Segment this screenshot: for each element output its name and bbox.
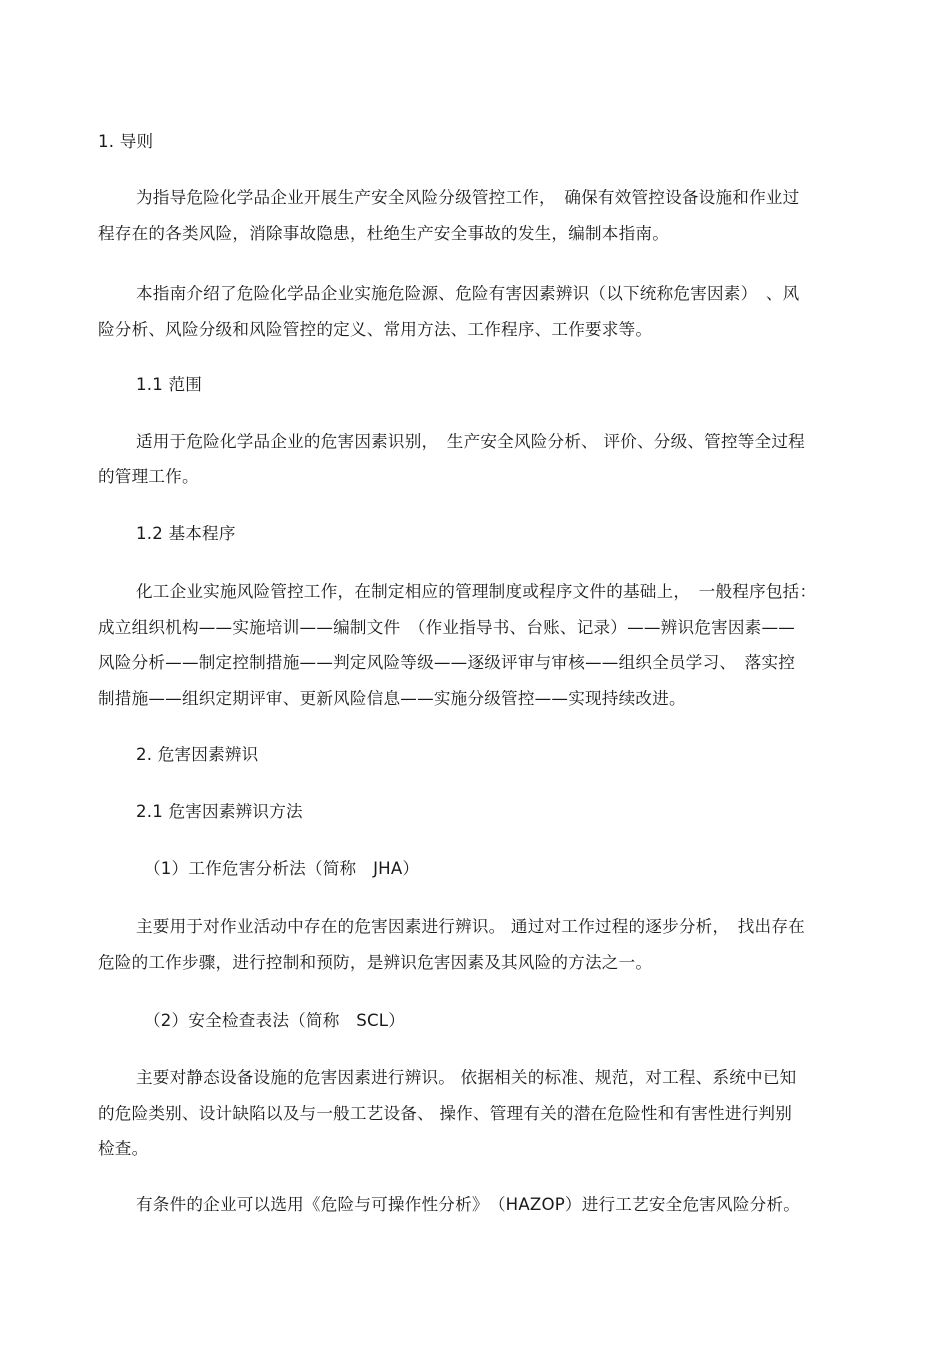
paragraph-5-line-2: 危险的工作步骤，进行控制和预防，是辨识危害因素及其风险的方法之一。: [98, 953, 653, 972]
paragraph-3-line-1: 适用于危险化学品企业的危害因素识别， 生产安全风险分析、 评价、分级、管控等全过程: [136, 432, 805, 451]
paragraph-4-line-4: 制措施——组织定期评审、更新风险信息——实施分级管控——实现持续改进。: [98, 689, 686, 708]
section-heading-2: 2. 危害因素辨识: [136, 745, 259, 764]
paragraph-1-line-2: 程存在的各类风险，消除事故隐患，杜绝生产安全事故的发生，编制本指南。: [98, 224, 669, 243]
section-heading-1-2: 1.2 基本程序: [136, 524, 236, 543]
paragraph-7-line-1: 有条件的企业可以选用《危险与可操作性分析》 （HAZOP）进行工艺安全危害风险分析。: [136, 1195, 801, 1214]
paragraph-5-line-1: 主要用于对作业活动中存在的危害因素进行辨识。 通过对工作过程的逐步分析， 找出存在: [136, 917, 805, 936]
paragraph-6-line-2: 的危险类别、设计缺陷以及与一般工艺设备、 操作、管理有关的潜在危险性和有害性进行判别: [98, 1104, 793, 1123]
paragraph-4-line-3: 风险分析——制定控制措施——判定风险等级——逐级评审与审核——组织全员学习、 落实控: [98, 653, 796, 672]
paragraph-6-line-1: 主要对静态设备设施的危害因素进行辨识。 依据相关的标准、规范，对工程、系统中已知: [136, 1068, 797, 1087]
section-heading-1-1: 1.1 范围: [136, 375, 203, 394]
paragraph-2-line-2: 险分析、风险分级和风险管控的定义、常用方法、工作程序、工作要求等。: [98, 320, 653, 339]
section-heading-1: 1. 导则: [98, 132, 154, 151]
section-heading-2-1: 2.1 危害因素辨识方法: [136, 802, 303, 821]
paragraph-2-line-1: 本指南介绍了危险化学品企业实施危险源、危险有害因素辨识（以下统称危害因素） 、风: [136, 284, 800, 303]
paragraph-4-line-2: 成立组织机构——实施培训——编制文件 （作业指导书、台账、记录）——辨识危害因素——: [98, 618, 796, 637]
paragraph-3-line-2: 的管理工作。: [98, 467, 199, 486]
paragraph-4-line-1: 化工企业实施风险管控工作，在制定相应的管理制度或程序文件的基础上， 一般程序包括：: [136, 582, 817, 601]
paragraph-6-line-3: 检查。: [98, 1139, 149, 1158]
method-item-2: （2）安全检查表法（简称 SCL）: [144, 1011, 406, 1030]
paragraph-1-line-1: 为指导危险化学品企业开展生产安全风险分级管控工作， 确保有效管控设备设施和作业过: [136, 188, 800, 207]
method-item-1: （1）工作危害分析法（简称 JHA）: [144, 859, 420, 878]
